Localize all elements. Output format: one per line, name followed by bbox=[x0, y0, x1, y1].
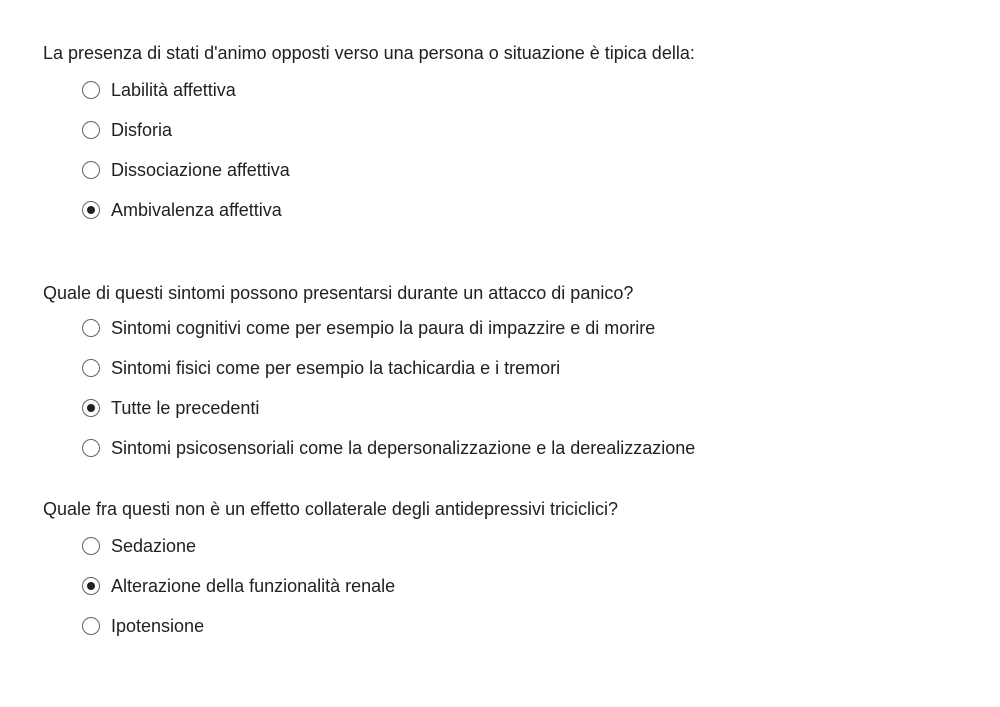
options-group bbox=[43, 308, 743, 468]
question-1 bbox=[43, 42, 743, 230]
option[interactable] bbox=[82, 348, 743, 388]
option-label: Sintomi fisici come per esempio la tachicardia e i tremori bbox=[111, 358, 561, 378]
radio-button[interactable] bbox=[82, 121, 100, 139]
radio-button[interactable] bbox=[82, 81, 100, 99]
option-label: Alterazione della funzionalità renale bbox=[111, 576, 396, 596]
option-label: Sintomi psicosensoriali come la depersonalizzazione e la derealizzazione bbox=[111, 438, 696, 458]
option-label: Dissociazione affettiva bbox=[111, 160, 290, 180]
option[interactable] bbox=[82, 70, 743, 110]
question-text: La presenza di stati d'animo opposti verso una persona o situazione è tipica della: bbox=[43, 43, 695, 63]
option[interactable] bbox=[82, 150, 743, 190]
radio-button[interactable] bbox=[82, 439, 100, 457]
option-label: Tutte le precedenti bbox=[111, 398, 260, 418]
option-label: Sintomi cognitivi come per esempio la paura di impazzire e di morire bbox=[111, 318, 656, 338]
question-text: Quale fra questi non è un effetto collaterale degli antidepressivi triciclici? bbox=[43, 499, 618, 519]
option[interactable] bbox=[82, 190, 743, 230]
option[interactable] bbox=[82, 428, 743, 468]
question-text: Quale di questi sintomi possono presentarsi durante un attacco di panico? bbox=[43, 283, 634, 303]
option[interactable] bbox=[82, 526, 743, 566]
option-label: Sedazione bbox=[111, 536, 197, 556]
radio-button[interactable] bbox=[82, 617, 100, 635]
option[interactable] bbox=[82, 388, 743, 428]
radio-button[interactable] bbox=[82, 359, 100, 377]
option[interactable] bbox=[82, 606, 743, 646]
options-group bbox=[43, 70, 743, 230]
option-label: Labilità affettiva bbox=[111, 80, 236, 100]
radio-button[interactable] bbox=[82, 537, 100, 555]
options-group bbox=[43, 526, 743, 646]
radio-button[interactable] bbox=[82, 577, 100, 595]
radio-button[interactable] bbox=[82, 319, 100, 337]
radio-button[interactable] bbox=[82, 399, 100, 417]
option[interactable] bbox=[82, 308, 743, 348]
question-3 bbox=[43, 498, 743, 646]
radio-button[interactable] bbox=[82, 201, 100, 219]
option-label: Ambivalenza affettiva bbox=[111, 200, 282, 220]
option-label: Disforia bbox=[111, 120, 173, 140]
radio-button[interactable] bbox=[82, 161, 100, 179]
option[interactable] bbox=[82, 566, 743, 606]
option[interactable] bbox=[82, 110, 743, 150]
option-label: Ipotensione bbox=[111, 616, 205, 636]
question-2 bbox=[43, 282, 743, 468]
